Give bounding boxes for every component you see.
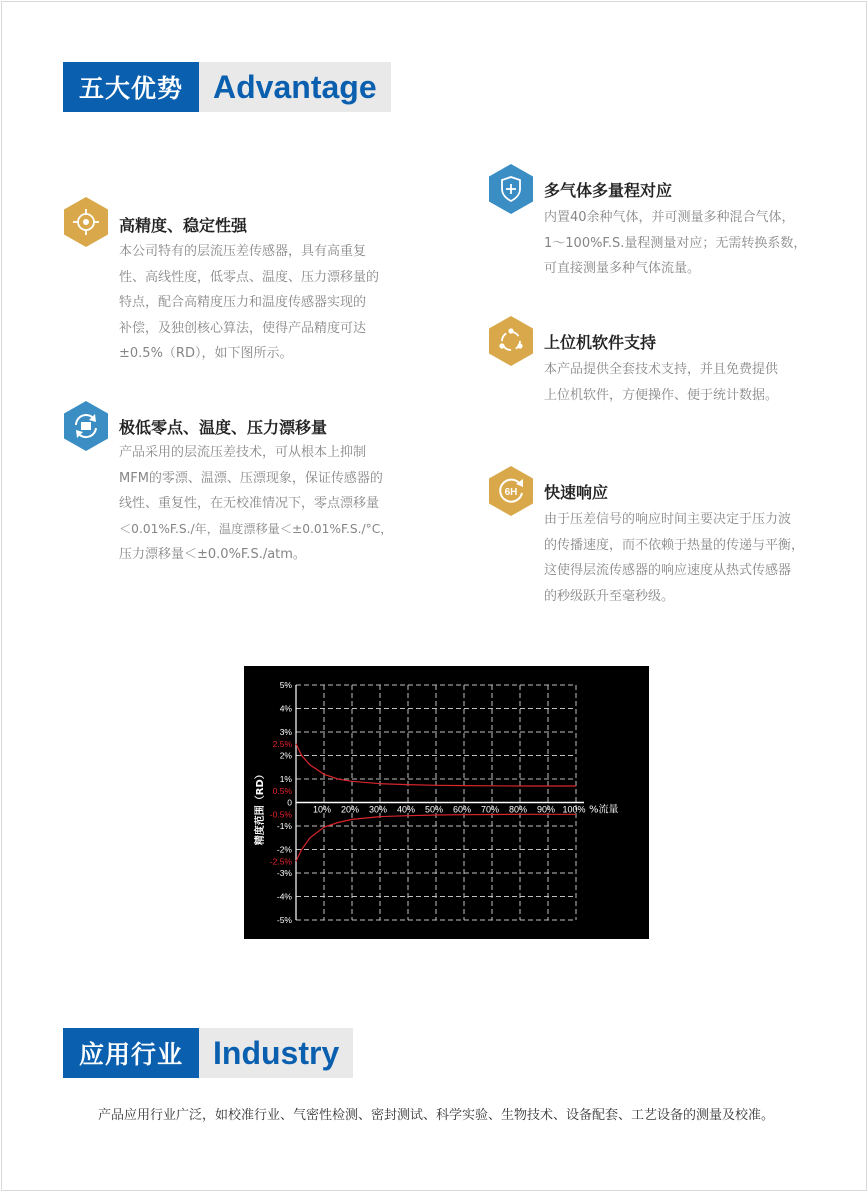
desc-line: 可直接测量多种气体流量。 <box>544 261 701 276</box>
y-tick-label: 4% <box>279 703 292 714</box>
y-highlight-label: -2.5% <box>269 856 292 867</box>
y-tick-label: 3% <box>279 727 292 737</box>
y-tick-label: -2% <box>276 844 292 855</box>
feature-desc <box>544 507 844 609</box>
advantage-title-en: Advantage <box>199 62 391 112</box>
y-tick-label: 2% <box>279 750 292 761</box>
y-tick-label: -3% <box>276 868 292 878</box>
desc-line: 本产品提供全套技术支持，并且免费提供 <box>544 362 779 377</box>
cycle-icon <box>62 400 110 452</box>
feature-title: 高精度、稳定性强 <box>119 216 248 235</box>
desc-line: 本公司特有的层流压差传感器，具有高重复 <box>119 244 367 259</box>
desc-line: 压力漂移量＜±0.0%F.S./atm。 <box>119 547 306 562</box>
desc-line: 的传播速度，而不依赖于热量的传递与平衡， <box>544 537 805 553</box>
x-axis-label: %流量 <box>589 804 619 816</box>
y-tick-label: 1% <box>279 774 292 784</box>
feature-title: 上位机软件支持 <box>544 333 657 352</box>
6h-icon <box>487 465 535 517</box>
y-highlight-label: 2.5% <box>272 738 292 749</box>
desc-line: 产品采用的层流压差技术，可从根本上抑制 <box>119 445 367 460</box>
x-tick-label: 40% <box>396 804 416 815</box>
feature-title: 极低零点、温度、压力漂移量 <box>119 418 328 437</box>
desc-line: 特点，配合高精度压力和温度传感器实现的 <box>119 295 367 310</box>
desc-line: ±0.5%（RD），如下图所示。 <box>119 346 293 361</box>
x-tick-label: 10% <box>312 804 332 815</box>
chart-axes <box>296 685 584 920</box>
feature-desc <box>544 205 844 282</box>
y-tick-label: 5% <box>279 680 292 690</box>
accuracy-chart <box>244 666 649 939</box>
advantage-title-cn: 五大优势 <box>63 62 199 112</box>
y-highlight-label: -0.5% <box>269 809 292 820</box>
y-tick-label: 0 <box>287 797 292 808</box>
y-axis-label: 精度范围（RD） <box>255 769 266 846</box>
x-tick-label: 20% <box>340 804 360 815</box>
6h-icon-label: 6H <box>504 487 518 498</box>
x-tick-label: 50% <box>424 804 444 815</box>
x-tick-label: 100% <box>562 804 586 815</box>
accuracy-chart-svg <box>244 666 649 939</box>
x-tick-label: 90% <box>536 804 556 815</box>
desc-line: 性、高线性度，低零点、温度、压力漂移量的 <box>119 269 380 285</box>
y-highlight-label: 0.5% <box>272 785 292 796</box>
y-tick-label: -4% <box>276 891 292 902</box>
x-tick-label: 30% <box>368 804 388 815</box>
feature-title: 多气体多量程对应 <box>544 181 673 200</box>
feature-desc <box>544 357 844 408</box>
desc-line: 上位机软件，方便操作、便于统计数据。 <box>544 387 779 403</box>
desc-line: 这使得层流传感器的响应速度从热式传感器 <box>544 563 792 578</box>
x-tick-label: 60% <box>452 804 472 815</box>
industry-title-cn: 应用行业 <box>63 1028 199 1078</box>
desc-line: 内置40余种气体，并可测量多种混合气体， <box>544 210 795 225</box>
feature-desc <box>119 239 419 367</box>
desc-line: 的秒级跃升至毫秒级。 <box>544 588 675 604</box>
desc-line: ＜0.01%F.S./年，温度漂移量＜±0.01%F.S./°C， <box>119 521 393 536</box>
industry-title-en: Industry <box>199 1028 353 1078</box>
desc-line: 由于压差信号的响应时间主要决定于压力波 <box>544 512 792 527</box>
y-tick-label: -5% <box>276 915 292 925</box>
shield-icon <box>487 163 535 215</box>
desc-line: 1～100%F.S.量程测量对应；无需转换系数， <box>544 235 807 251</box>
x-tick-label: 70% <box>480 804 500 815</box>
crosshair-icon <box>62 196 110 248</box>
industry-text: 产品应用行业广泛，如校准行业、气密性检测、密封测试、科学实验、生物技术、设备配套、工艺设备的测量及校准。 <box>98 1108 775 1123</box>
feature-title: 快速响应 <box>544 483 609 502</box>
feature-desc <box>119 440 429 568</box>
advantage-header <box>63 62 391 112</box>
x-tick-label: 80% <box>508 804 528 815</box>
desc-line: 线性、重复性，在无校准情况下，零点漂移量 <box>119 496 380 511</box>
industry-header <box>63 1028 353 1078</box>
desc-line: MFM的零漂、温漂、压漂现象，保证传感器的 <box>119 470 383 486</box>
network-icon <box>487 315 535 367</box>
desc-line: 补偿，及独创核心算法，使得产品精度可达 <box>119 320 367 336</box>
y-tick-label: -1% <box>276 821 292 831</box>
